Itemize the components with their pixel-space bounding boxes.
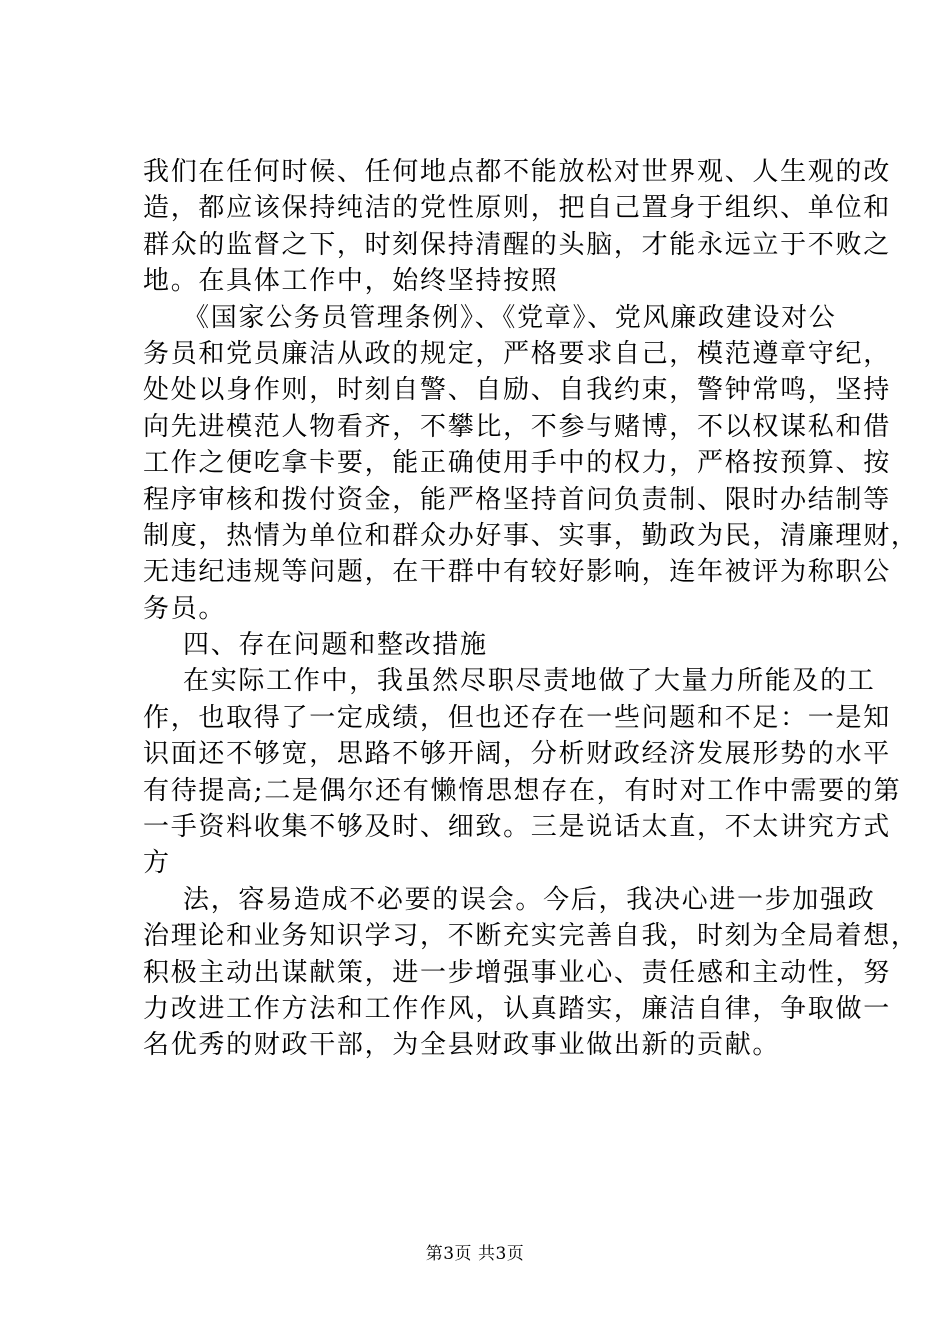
text-line: 向先进模范人物看齐，不攀比，不参与赌博，不以权谋私和借	[143, 411, 891, 442]
body-text	[143, 154, 919, 1064]
text-line: 无违纪违规等问题，在干群中有较好影响，连年被评为称职公	[143, 557, 891, 588]
text-line: 《国家公务员管理条例》、《党章》、党风廉政建设对公	[183, 302, 837, 333]
text-line: 地。在具体工作中，始终坚持按照	[143, 266, 559, 297]
text-line: 务员。	[143, 593, 227, 624]
text-line: 法，容易造成不必要的误会。今后，我决心进一步加强政	[183, 884, 876, 915]
text-line: 名优秀的财政干部，为全县财政事业做出新的贡献。	[143, 1030, 781, 1061]
text-line: 有待提高;二是偶尔还有懒惰思想存在，有时对工作中需要的第	[143, 775, 902, 806]
text-line: 制度，热情为单位和群众办好事、实事，勤政为民，清廉理财，	[143, 520, 919, 551]
page-number-footer: 第3页 共3页	[425, 1244, 525, 1264]
text-line: 作，也取得了一定成绩，但也还存在一些问题和不足：一是知	[143, 702, 891, 733]
text-line: 处处以身作则，时刻自警、自励、自我约束，警钟常鸣，坚持	[143, 375, 891, 406]
text-line: 识面还不够宽，思路不够开阔，分析财政经济发展形势的水平	[143, 739, 891, 770]
text-line: 工作之便吃拿卡要，能正确使用手中的权力，严格按预算、按	[143, 448, 891, 479]
text-line: 力改进工作方法和工作作风，认真踏实，廉洁自律，争取做一	[143, 993, 891, 1024]
text-line: 造，都应该保持纯洁的党性原则，把自己置身于组织、单位和	[143, 193, 891, 224]
text-line: 务员和党员廉洁从政的规定，严格要求自己，模范遵章守纪，	[143, 338, 891, 369]
text-line: 积极主动出谋献策，进一步增强事业心、责任感和主动性，努	[143, 957, 891, 988]
text-line: 一手资料收集不够及时、细致。三是说话太直，不太讲究方式	[143, 812, 891, 843]
section-heading: 四、存在问题和整改措施	[183, 630, 488, 661]
text-line: 我们在任何时候、任何地点都不能放松对世界观、人生观的改	[143, 157, 891, 187]
text-line: 治理论和业务知识学习，不断充实完善自我，时刻为全局着想，	[143, 921, 919, 952]
text-line: 方	[143, 848, 171, 879]
text-line: 群众的监督之下，时刻保持清醒的头脑，才能永远立于不败之	[143, 229, 891, 260]
text-line: 程序审核和拨付资金，能严格坚持首问负责制、限时办结制等	[143, 484, 891, 515]
text-line: 在实际工作中，我虽然尽职尽责地做了大量力所能及的工	[183, 666, 876, 697]
